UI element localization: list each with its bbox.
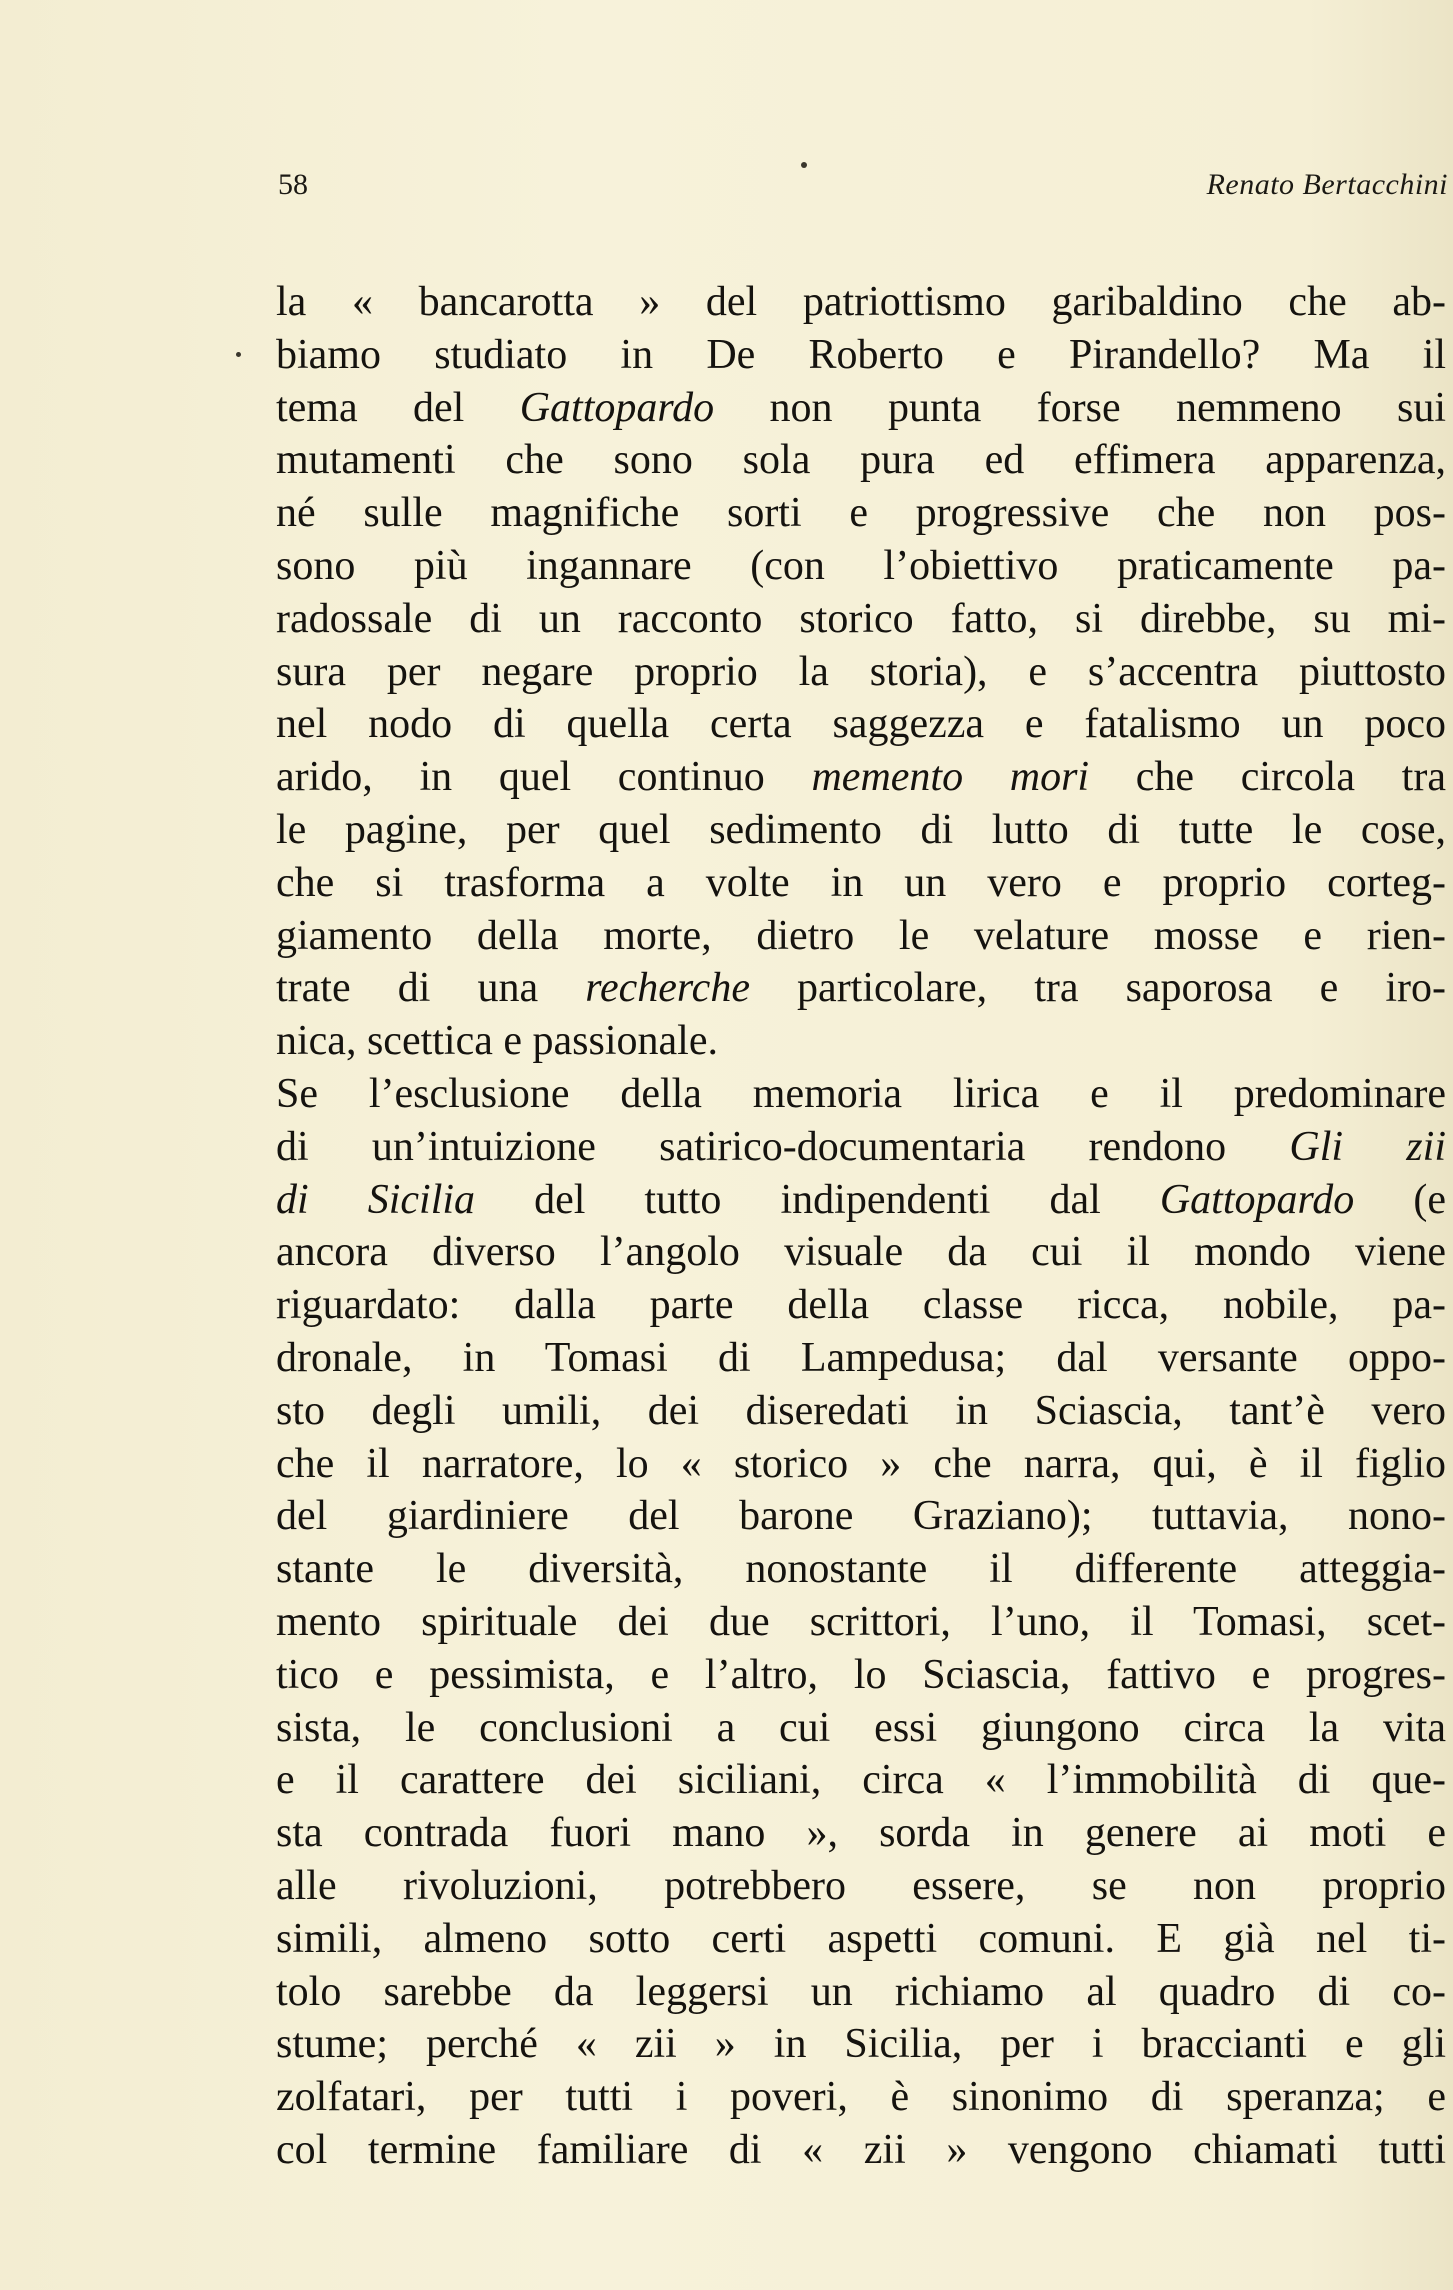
text-line <box>276 1174 1446 1227</box>
text-run: radossale di un racconto storico fatto, si direbbe, su mi- <box>276 595 1446 642</box>
text-run: stume; perché « zii » in Sicilia, per i braccianti e gli <box>276 2021 1446 2068</box>
text-line <box>276 1807 1446 1860</box>
text-run: Se l’esclusione della memoria lirica e il predominare <box>276 1070 1446 1117</box>
text-line <box>276 1543 1446 1596</box>
text-run: nica, scettica e passionale. <box>276 1018 718 1065</box>
italic-title: di Sicilia <box>276 1176 476 1223</box>
italic-title: memento mori <box>811 754 1090 801</box>
text-line <box>276 1754 1446 1807</box>
ink-speck <box>236 352 241 357</box>
text-run: le pagine, per quel sedimento di lutto di tutte le cose, <box>276 806 1446 853</box>
text-line <box>276 1438 1446 1491</box>
text-run: (e <box>1354 1176 1446 1223</box>
italic-title: Gli zii <box>1289 1123 1446 1170</box>
italic-title: Gattopardo <box>1159 1176 1355 1223</box>
text-run: la « bancarotta » del patriottismo garibaldino che ab- <box>276 279 1446 325</box>
text-line <box>276 593 1446 646</box>
text-run: particolare, tra saporosa e iro- <box>749 965 1446 1012</box>
text-line <box>276 646 1446 699</box>
text-line <box>276 1702 1446 1755</box>
text-run: arido, in quel continuo <box>276 754 812 801</box>
text-line <box>276 1490 1446 1543</box>
text-run: tolo sarebbe da leggersi un richiamo al quadro di co- <box>276 1968 1446 2015</box>
text-run: dronale, in Tomasi di Lampedusa; dal versante oppo- <box>276 1334 1446 1381</box>
body-text <box>276 276 1446 2177</box>
text-run: né sulle magnifiche sorti e progressive che non pos- <box>276 490 1446 537</box>
text-run: tema del <box>276 384 520 431</box>
text-run: sura per negare proprio la storia), e s’accentra piuttosto <box>276 648 1446 695</box>
text-line <box>276 1332 1446 1385</box>
text-run: giamento della morte, dietro le velature mosse e rien- <box>276 912 1446 959</box>
text-run: mento spirituale dei due scrittori, l’uno, il Tomasi, scet- <box>276 1598 1446 1645</box>
text-run: sta contrada fuori mano », sorda in genere ai moti e <box>276 1810 1446 1857</box>
text-run: che il narratore, lo « storico » che narra, qui, è il figlio <box>276 1440 1446 1487</box>
text-run: tico e pessimista, e l’altro, lo Sciascia, fattivo e progres- <box>276 1651 1446 1698</box>
text-line <box>276 276 1446 329</box>
text-run: che circola tra <box>1089 754 1446 801</box>
text-line <box>276 804 1446 857</box>
text-line <box>276 857 1446 910</box>
text-run: mutamenti che sono sola pura ed effimera apparenza, <box>276 437 1446 484</box>
text-line <box>276 751 1446 804</box>
text-run: sto degli umili, dei diseredati in Sciascia, tant’è vero <box>276 1387 1446 1434</box>
text-line <box>276 1015 1446 1068</box>
text-line <box>276 540 1446 593</box>
text-line <box>276 2071 1446 2124</box>
text-run: simili, almeno sotto certi aspetti comuni. E già nel ti- <box>276 1915 1446 1962</box>
text-line <box>276 1860 1446 1913</box>
text-line <box>276 1649 1446 1702</box>
page-number: 58 <box>278 168 308 201</box>
text-line <box>276 487 1446 540</box>
text-line <box>276 1121 1446 1174</box>
text-run: zolfatari, per tutti i poveri, è sinonimo di speranza; e <box>276 2074 1446 2121</box>
text-line <box>276 1068 1446 1121</box>
text-run: che si trasforma a volte in un vero e proprio corteg- <box>276 859 1446 906</box>
text-line <box>276 1913 1446 1966</box>
text-line <box>276 962 1446 1015</box>
text-run: trate di una <box>276 965 586 1012</box>
text-run: biamo studiato in De Roberto e Pirandello? Ma il <box>276 331 1446 378</box>
running-head: Renato Bertacchini <box>1206 168 1448 201</box>
text-line <box>276 1966 1446 2019</box>
text-run: del tutto indipendenti dal <box>475 1176 1160 1223</box>
text-line <box>276 910 1446 963</box>
text-run: nel nodo di quella certa saggezza e fatalismo un poco <box>276 701 1446 748</box>
italic-title: recherche <box>585 965 750 1012</box>
text-run: alle rivoluzioni, potrebbero essere, se non proprio <box>276 1862 1446 1909</box>
text-line <box>276 2124 1446 2177</box>
text-run: sono più ingannare (con l’obiettivo praticamente pa- <box>276 542 1446 589</box>
text-line <box>276 434 1446 487</box>
text-run: col termine familiare di « zii » vengono chiamati tutti <box>276 2126 1446 2173</box>
text-line <box>276 1226 1446 1279</box>
text-run: stante le diversità, nonostante il differente atteggia- <box>276 1546 1446 1593</box>
text-run: e il carattere dei siciliani, circa « l’immobilità di que- <box>276 1757 1446 1804</box>
text-run: non punta forse nemmeno sui <box>714 384 1446 431</box>
text-line <box>276 1385 1446 1438</box>
text-line <box>276 1596 1446 1649</box>
italic-title: Gattopardo <box>519 384 715 431</box>
text-run: sista, le conclusioni a cui essi giungono circa la vita <box>276 1704 1446 1751</box>
text-line <box>276 1279 1446 1332</box>
text-run: riguardato: dalla parte della classe ricca, nobile, pa- <box>276 1282 1446 1329</box>
page-header <box>278 168 1448 208</box>
text-line <box>276 2018 1446 2071</box>
text-run: di un’intuizione satirico-documentaria rendono <box>276 1123 1290 1170</box>
text-line <box>276 382 1446 435</box>
text-run: del giardiniere del barone Graziano); tuttavia, nono- <box>276 1493 1446 1540</box>
text-line <box>276 329 1446 382</box>
text-run: ancora diverso l’angolo visuale da cui il mondo viene <box>276 1229 1446 1276</box>
text-line <box>276 698 1446 751</box>
